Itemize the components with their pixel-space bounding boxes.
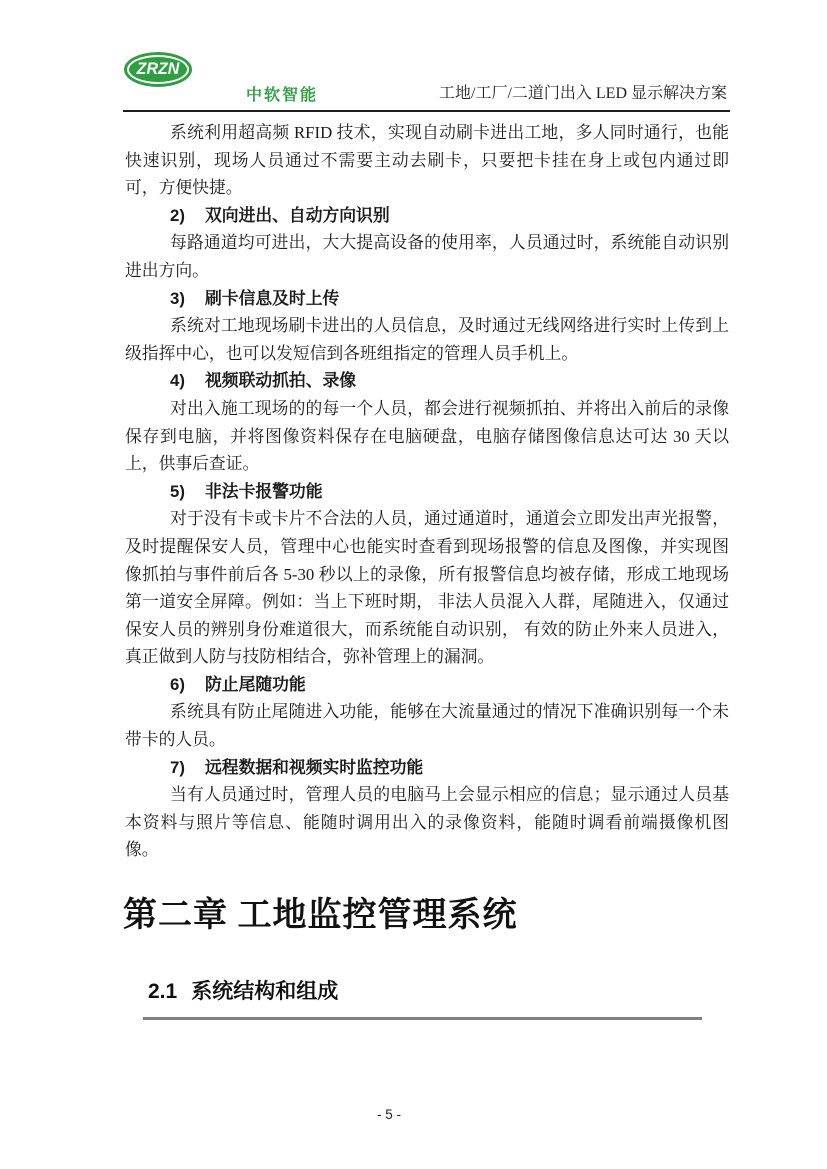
body-paragraph: 对出入施工现场的的每一个人员，都会进行视频抓拍、并将出入前后的录像保存到电脑，并将图像资料保存在电脑硬盘，电脑存储图像信息达可达 30 天以上，供事后查证。 <box>125 398 729 474</box>
page-footer <box>0 1106 778 1124</box>
item-heading <box>125 285 729 313</box>
body-paragraph: 对于没有卡或卡片不合法的人员，通过通道时，通道会立即发出声光报警，及时提醒保安人员，管理中心也能实时查看到现场报警的信息及图像，并实现图像抓拍与事件前后各 5-30 秒以上的录像，所有报警信息均被存储，形成工地现场第一道安全屏障。例如：当上下班时期， 非法人员混入人群，尾随进入，仅通过保安人员的辨别身份难道很大，而系统能自动识别， 有效的防止外来人员进入，真正做到人防与技防相结合，弥补管理上的漏洞。 <box>125 509 729 667</box>
item-heading <box>125 671 729 699</box>
item-number: 3) <box>170 288 185 308</box>
item-number: 5) <box>170 481 185 501</box>
body-paragraph: 当有人员通过时，管理人员的电脑马上会显示相应的信息；显示通过人员基本资料与照片等信息、能随时调用出入的录像资料，能随时调看前端摄像机图像。 <box>125 785 729 860</box>
body-paragraph: 系统利用超高频 RFID 技术，实现自动刷卡进出工地，多人同时通行，也能快速识别，现场人员通过不需要主动去刷卡，只要把卡挂在身上或包内通过即可，方便快捷。 <box>125 123 729 198</box>
item-heading <box>125 478 729 506</box>
item-number: 7) <box>170 757 185 777</box>
item-heading-label: 刷卡信息及时上传 <box>205 288 340 308</box>
body-blocks <box>125 119 729 864</box>
body-paragraph: 系统对工地现场刷卡进出的人员信息，及时通过无线网络进行实时上传到上级指挥中心，也可以发短信到各班组指定的管理人员手机上。 <box>125 316 729 363</box>
item-heading-label: 视频联动抓拍、录像 <box>205 371 357 391</box>
header-doc-title: 工地/工厂/二道门出入 LED 显示解决方案 <box>439 85 727 102</box>
section-heading <box>148 978 729 1006</box>
item-number: 6) <box>170 674 185 694</box>
body-paragraph: 每路通道均可进出，大大提高设备的使用率，人员通过时，系统能自动识别进出方向。 <box>125 233 729 280</box>
zrzn-logo-icon <box>127 55 189 84</box>
item-heading-label: 双向进出、自动方向识别 <box>205 205 390 225</box>
body-paragraph: 系统具有防止尾随进入功能，能够在大流量通过的情况下准确识别每一个未带卡的人员。 <box>125 702 729 750</box>
item-heading-label: 防止尾随功能 <box>205 674 306 694</box>
item-heading <box>125 202 729 230</box>
item-heading <box>125 367 729 395</box>
body-content <box>125 119 729 1020</box>
item-heading-label: 远程数据和视频实时监控功能 <box>205 757 424 777</box>
section-underline-rule <box>143 1017 702 1020</box>
page-header <box>123 0 730 112</box>
item-heading-label: 非法卡报警功能 <box>205 481 323 501</box>
item-heading <box>125 754 729 782</box>
item-number: 4) <box>170 371 185 391</box>
chapter-title: 第二章 工地监控管理系统 <box>123 897 518 935</box>
logo-mark-text: ZRZN <box>136 60 180 78</box>
item-number: 2) <box>170 205 185 225</box>
page-number: - 5 - <box>376 1107 401 1122</box>
company-name: 中软智能 <box>246 87 319 104</box>
section-number: 2.1 <box>148 980 178 1004</box>
section-title-label: 系统结构和组成 <box>191 980 339 1004</box>
company-logo <box>123 52 201 90</box>
